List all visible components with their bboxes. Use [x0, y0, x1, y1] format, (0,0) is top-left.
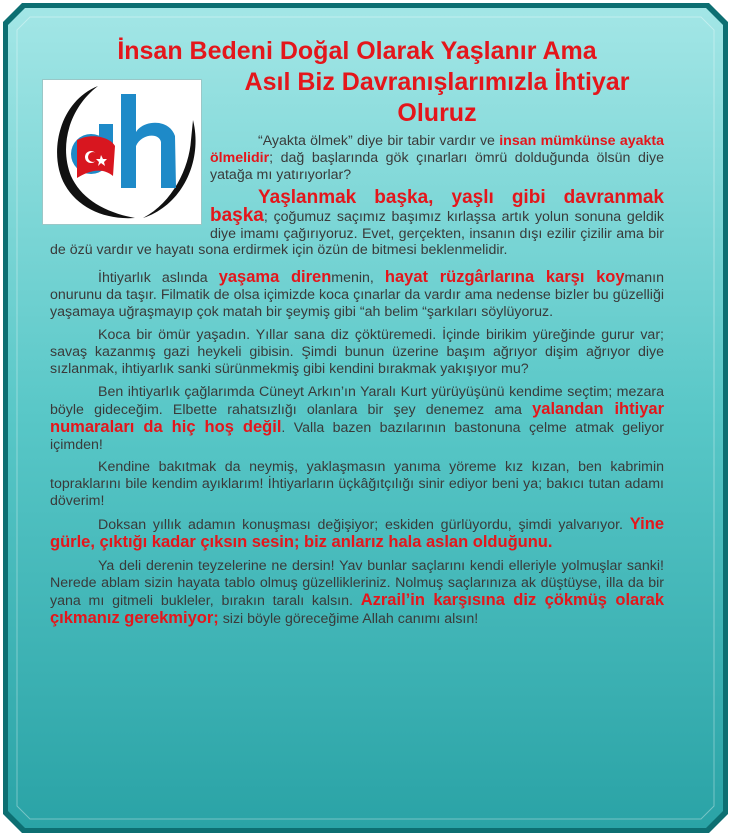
p8-highlight: Azrail’in karşısına diz çökmüş olarak çıkmanız gerekmiyor;	[50, 590, 665, 627]
paragraph-7	[50, 516, 664, 552]
article-title	[50, 36, 664, 67]
p7-highlight: Yine gürle, çıktığı kadar çıksın sesin; biz anlarız hala aslan olduğunu.	[50, 515, 664, 552]
p7-text-a: Doksan yıllık adamın konuşması değişiyor; eskiden gürlüyordu, şimdi yalvarıyor.	[98, 517, 630, 534]
p3-text-c: menin,	[331, 270, 385, 287]
p5-text-a: Ben ihtiyarlık çağlarımda Cüneyt Arkın’ın Yaralı Kurt yürüyüşünü kendime seçtim; mezara böyle gideceğim. Elbette rahatsızlığı olanlara bir şey denemez ama	[50, 383, 664, 418]
p8-text-c: sizi böyle göreceğime Allah canımı alsın!	[218, 610, 479, 627]
p3-text-a: İhtiyarlık aslında	[98, 270, 219, 287]
dh-logo	[42, 79, 202, 225]
p3-highlight-1: yaşama diren	[218, 268, 332, 287]
paragraph-8	[50, 558, 664, 628]
p3-highlight-2: hayat rüzgârlarına karşı koy	[384, 268, 625, 287]
p5-highlight: yalandan ihtiyar numaraları da hiç hoş değil	[50, 399, 664, 436]
paragraph-4: Koca bir ömür yaşadın. Yıllar sana diz çöktüremedi. İçinde birikim yüreğinde gurur var; savaş kazanmış gazi heykeli gibisin. Şimdi bunun üzerine başım ağrıyor dişim ağrıyor diye sızlanmak, ihtiyarlık sanki sürünmekmiş gibi kendini bırakmak yakışıyor mu?	[50, 327, 664, 377]
p2-highlight: Yaşlanmak başka, yaşlı gibi davranmak başka	[210, 186, 664, 226]
paragraph-3	[50, 269, 664, 321]
title-line-3: Oluruz	[397, 99, 477, 127]
article-body	[50, 36, 664, 634]
p1-text-c: ; dağ başlarında gök çınarları ömrü dolduğunda ölsün diye yatağa mı yatırıyorlar?	[210, 149, 664, 183]
p1-text-a: “Ayakta ölmek” diye bir tabir vardır ve	[258, 133, 500, 149]
logo-graphic	[43, 80, 201, 224]
title-line-1: İnsan Bedeni Doğal Olarak Yaşlanır Ama	[117, 37, 597, 65]
title-line-2: Asıl Biz Davranışlarımızla İhtiyar	[244, 68, 630, 96]
p2-text: ; çoğumuz saçımız başımız kırlaşsa artık yolun sonuna geldik diye imamı çağırıyoruz. Evet, gerçekten, insanın dışı ezilir çizilir ama bir de özü vardır ve hayatı sona erdirmek için özün de bitmesi beklenmelidir.	[50, 208, 664, 259]
p8-text-a: Ya deli derenin teyzelerine ne dersin! Yav bunlar saçlarını kendi elleriyle yolmuşlar sanki! Nerede ablam sizin hayata tablo olmuş güzellikleriniz. Nolmuş saçlarınıza ak düştüyse, illa da bir yana mı gitmeli bukleler, bırakın taralı kalsın.	[50, 557, 664, 609]
p1-highlight: insan mümkünse ayakta ölmelidir	[210, 133, 664, 166]
p5-text-c: . Valla bazen bazılarının bastonuna çelme atmak geliyor içimden!	[50, 419, 664, 453]
paragraph-5	[50, 384, 664, 454]
p3-text-e: manın onurunu da taşır. Filmatik de olsa içimizde koca çınarlar da vardır ama nedense bizler bu güzelliği yaşamaya uğraşmayıp çok matah bir şeymiş gibi “ah belim “şarkıları söylüyoruz.	[50, 270, 664, 321]
paragraph-6: Kendine bakıtmak da neymiş, yaklaşmasın yanıma yöreme kız kızan, ben kabrimin topraklarını bile kendim ayıklarım! İhtiyarların üçkâğıtçılığı sinir ediyor beni ya; bakıcı tutan adamı döverim!	[50, 459, 664, 510]
